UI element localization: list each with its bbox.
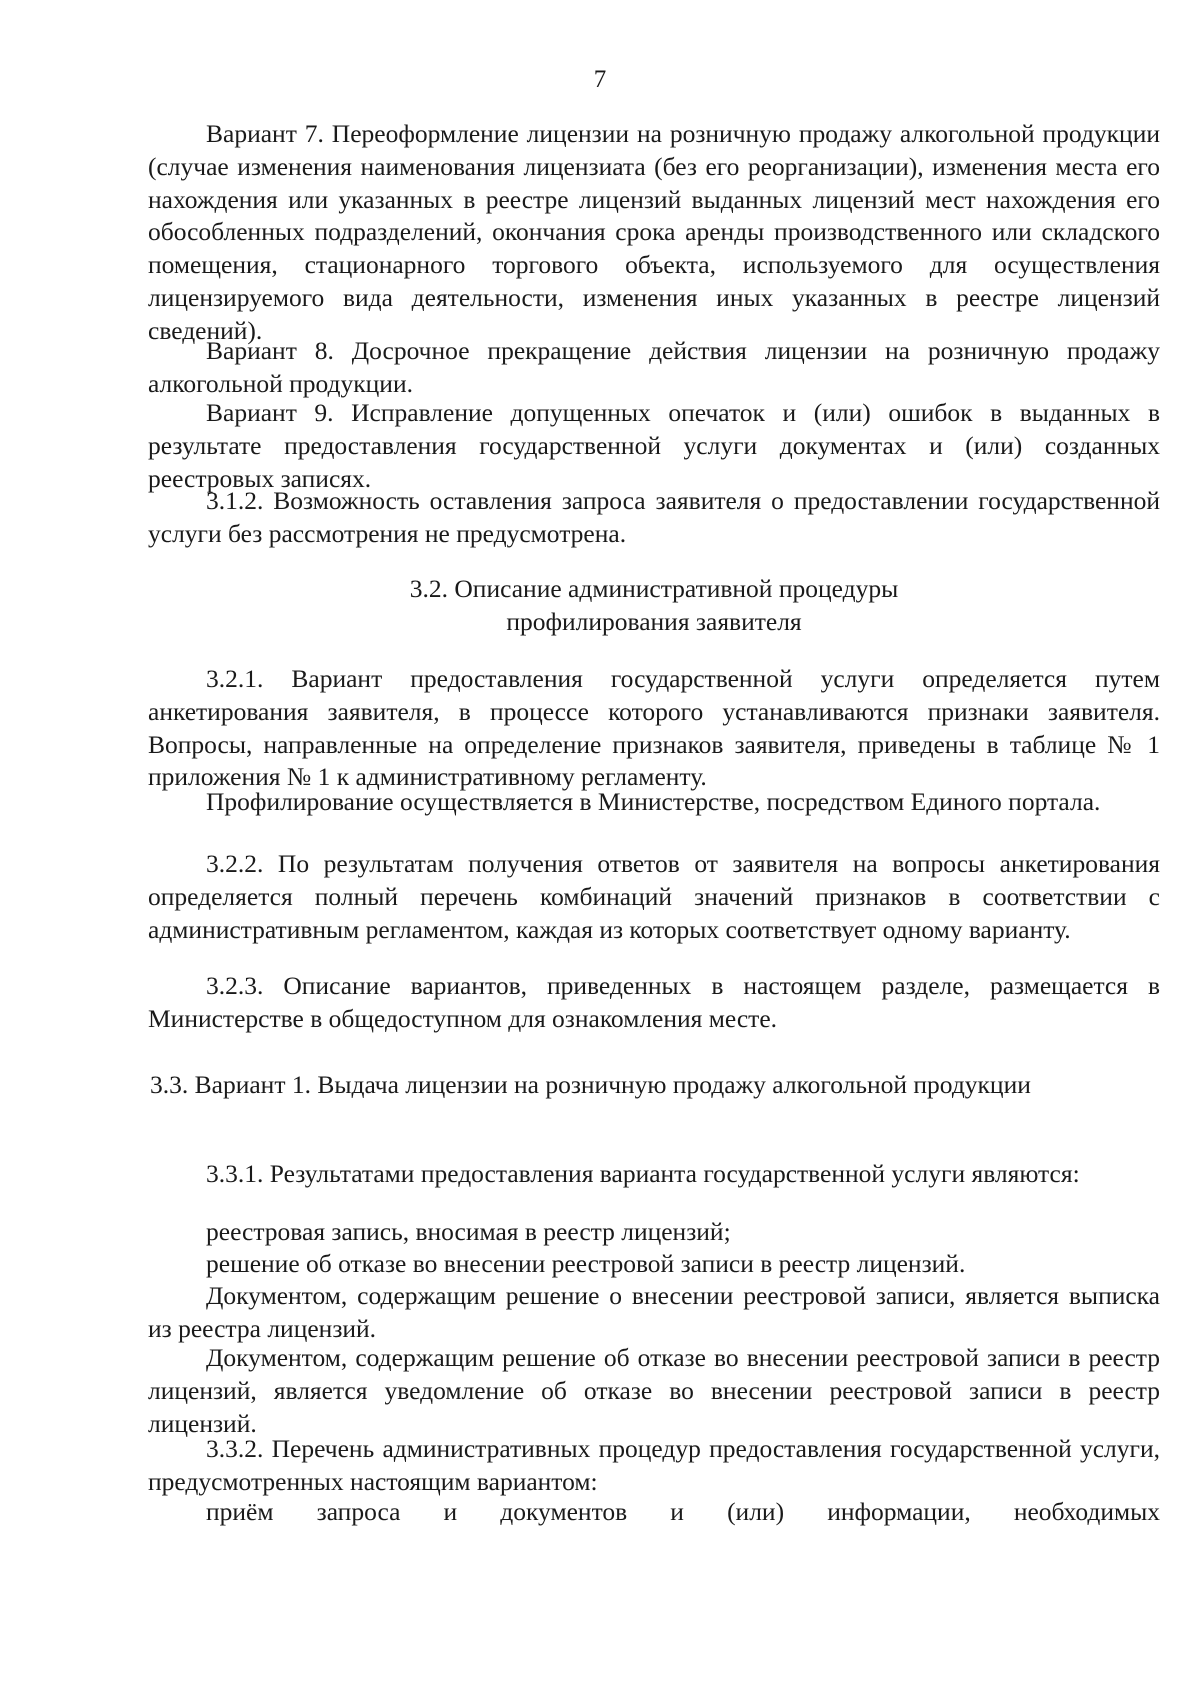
paragraph-variant-9: Вариант 9. Исправление допущенных опечаток и (или) ошибок в выданных в результате предоставления государственной услуги документах и (или) созданных реестровых записях.	[148, 398, 1160, 493]
paragraph-3-2-2: 3.2.2. По результатам получения ответов от заявителя на вопросы анкетирования определяется полный перечень комбинаций значений признаков в соответствии с административным регламентом, каждая из которых соответствует одному варианту.	[148, 849, 1160, 944]
paragraph-3-2-3: 3.2.3. Описание вариантов, приведенных в настоящем разделе, размещается в Министерстве в общедоступном для ознакомления месте.	[148, 971, 1160, 1033]
section-heading-3-3: 3.3. Вариант 1. Выдача лицензии на розничную продажу алкогольной продукции	[150, 1070, 1031, 1099]
list-item-registry-entry: реестровая запись, вносимая в реестр лицензий;	[206, 1217, 731, 1246]
paragraph-variant-8: Вариант 8. Досрочное прекращение действия лицензии на розничную продажу алкогольной продукции.	[148, 336, 1160, 398]
paragraph-variant-7: Вариант 7. Переоформление лицензии на розничную продажу алкогольной продукции (случае изменения наименования лицензиата (без его реорганизации), изменения места его нахождения или указанных в реестре лицензий выданных лицензий мест нахождения его обособленных подразделений, окончания срока аренды производственного или складского помещения, стационарного торгового объекта, используемого для осуществления лицензируемого вида деятельности, изменения иных указанных в реестре лицензий сведений).	[148, 119, 1160, 345]
list-item-refusal-decision: решение об отказе во внесении реестровой записи в реестр лицензий.	[206, 1249, 966, 1278]
section-heading-3-2: 3.2. Описание административной процедуры профилирования заявителя	[409, 574, 899, 636]
paragraph-refusal-notice: Документом, содержащим решение об отказе во внесении реестровой записи в реестр лицензий, является уведомление об отказе во внесении реестровой записи в реестр лицензий.	[148, 1343, 1160, 1438]
paragraph-3-2-1: 3.2.1. Вариант предоставления государственной услуги определяется путем анкетирования заявителя, в процессе которого устанавливаются признаки заявителя. Вопросы, направленные на определение признаков заявителя, приведены в таблице № 1 приложения № 1 к административному регламенту.	[148, 664, 1160, 792]
page-number: 7	[593, 66, 607, 93]
paragraph-profiling: Профилирование осуществляется в Министерстве, посредством Единого портала.	[206, 787, 1101, 816]
paragraph-3-3-2: 3.3.2. Перечень административных процедур предоставления государственной услуги, предусмотренных настоящим вариантом:	[148, 1434, 1160, 1496]
paragraph-3-3-1: 3.3.1. Результатами предоставления варианта государственной услуги являются:	[206, 1159, 1080, 1188]
paragraph-registry-extract: Документом, содержащим решение о внесении реестровой записи, является выписка из реестра лицензий.	[148, 1281, 1160, 1343]
paragraph-procedures-list: приём запроса и документов и (или) информации, необходимых	[206, 1497, 1160, 1526]
paragraph-3-1-2: 3.1.2. Возможность оставления запроса заявителя о предоставлении государственной услуги без рассмотрения не предусмотрена.	[148, 486, 1160, 548]
